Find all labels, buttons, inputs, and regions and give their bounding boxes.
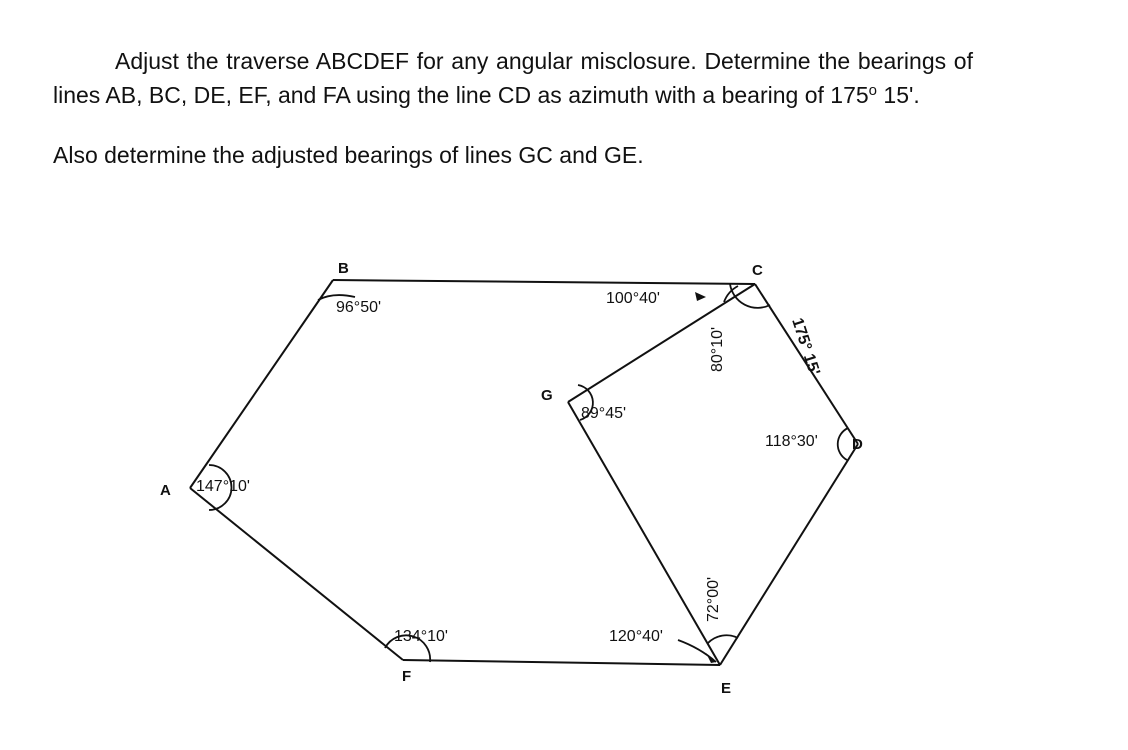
arrow-c-outer [695,292,706,301]
angle-label-e-inner: 72°00' [705,576,722,622]
angle-label-c-inner: 80°10' [709,326,726,372]
angle-label-f: 134°10' [394,628,448,645]
problem-text-part2: 15'. [877,82,920,108]
problem-paragraph-2: Also determine the adjusted bearings of lines GC and GE. [53,142,644,168]
angle-label-g: 89°45' [581,405,627,422]
line-ge [568,402,720,665]
line-fa [190,488,403,660]
degree-superscript: o [868,82,878,99]
label-b: B [338,260,349,277]
label-g: G [541,387,553,404]
angle-label-e-outer: 120°40' [609,628,663,645]
label-d: D [852,436,863,453]
point-labels [160,260,863,697]
label-e: E [721,680,732,697]
label-a: A [160,482,171,499]
angle-label-b: 96°50' [336,299,382,316]
angle-arcs [209,284,848,662]
label-f: F [402,668,412,685]
line-ab [190,280,333,488]
line-ef [403,660,720,665]
problem-text-part1: Adjust the traverse ABCDEF for any angular misclosure. Determine the bearings of lines AB, BC, DE, EF, and FA using the line CD as azimuth with a bearing of 175 [53,48,973,108]
angle-label-c-outer: 100°40' [606,290,660,307]
angle-label-a: 147°10' [196,478,250,495]
arc-d [838,428,848,460]
label-c: C [752,262,763,279]
bearing-label-cd: 175° 15' [788,315,823,378]
line-gc [568,284,755,402]
angle-label-d: 118°30' [765,433,818,450]
line-bc [333,280,755,284]
line-de [720,444,858,665]
traverse-lines [190,280,858,665]
